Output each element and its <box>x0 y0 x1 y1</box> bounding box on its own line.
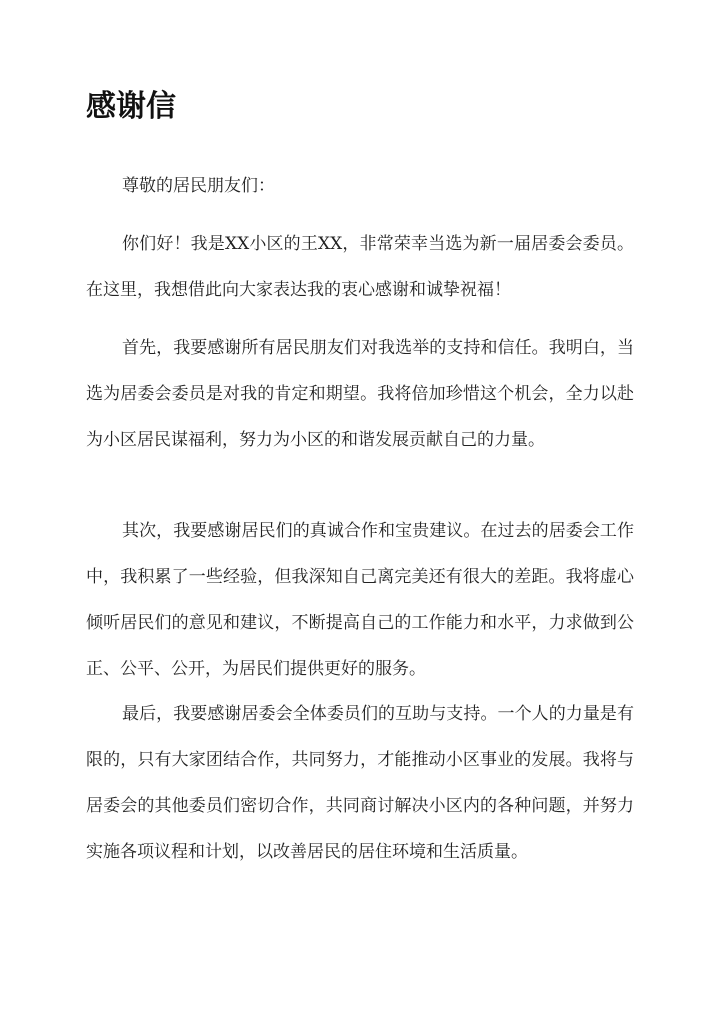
greeting: 尊敬的居民朋友们： <box>122 176 275 196</box>
page-title: 感谢信 <box>86 89 176 124</box>
paragraph-2: 首先，我要感谢所有居民朋友们对我选举的支持和信任。我明白，当选为居委会委员是对我的肯定和期望。我将倍加珍惜这个机会，全力以赴为小区居民谋福利，努力为小区的和谐发展贡献自己的力量。 <box>86 338 634 450</box>
paragraph-4: 最后，我要感谢居委会全体委员们的互助与支持。一个人的力量是有限的，只有大家团结合作，共同努力，才能推动小区事业的发展。我将与居委会的其他委员们密切合作，共同商讨解决小区内的各种问题，并努力实施各项议程和计划，以改善居民的居住环境和生活质量。 <box>86 704 634 862</box>
paragraph-3: 其次，我要感谢居民们的真诚合作和宝贵建议。在过去的居委会工作中，我积累了一些经验，但我深知自己离完美还有很大的差距。我将虚心倾听居民们的意见和建议，不断提高自己的工作能力和水平，力求做到公正、公平、公开，为居民们提供更好的服务。 <box>86 521 634 679</box>
paragraph-1: 你们好！我是XX小区的王XX，非常荣幸当选为新一届居委会委员。在这里，我想借此向大家表达我的衷心感谢和诚挚祝福！ <box>86 234 634 300</box>
